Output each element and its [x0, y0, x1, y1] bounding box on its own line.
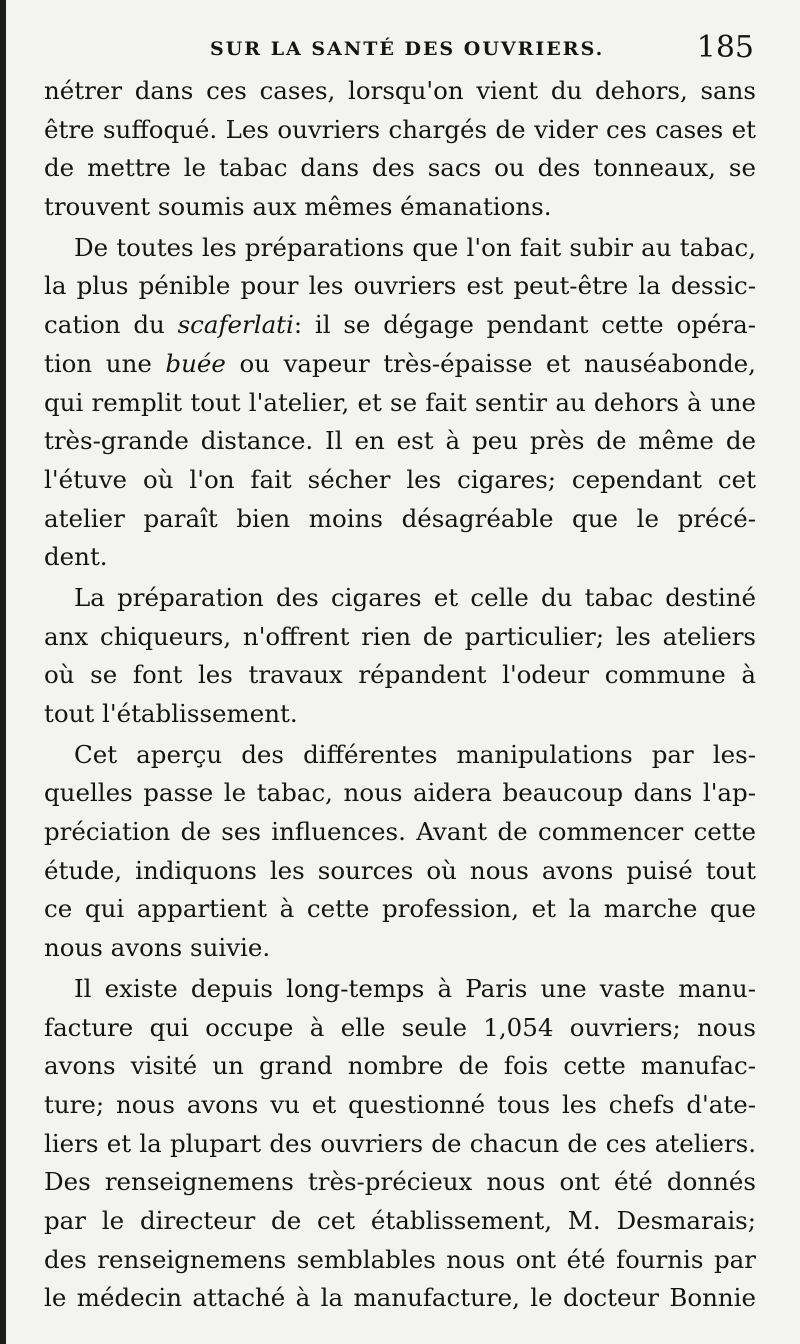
text-line: avons visité un grand nombre de fois cette manufac-	[44, 1051, 756, 1081]
text-segment: cation du	[44, 310, 165, 340]
text-segment: tion une	[44, 348, 152, 378]
page-header	[40, 28, 760, 72]
text-line-with-italic	[44, 306, 756, 345]
text-line: qui remplit tout l'atelier, et se fait sentir au dehors à une	[44, 387, 756, 417]
text-line: l'étuve où l'on fait sécher les cigares; cependant cet	[44, 464, 756, 494]
page-edge-shadow	[0, 0, 6, 1344]
text-segment: : il se dégage pendant cette opéra-	[293, 310, 756, 340]
text-line: anx chiqueurs, n'offrent rien de particulier; les ateliers	[44, 621, 756, 651]
text-segment: ou vapeur très-épaisse et nauséabonde,	[239, 348, 756, 378]
italic-term: scaferlati	[177, 310, 294, 340]
text-line: liers et la plupart des ouvriers de chacun de ces ateliers.	[44, 1128, 756, 1158]
body-text	[44, 72, 756, 1318]
text-line: trouvent soumis aux mêmes émanations.	[44, 192, 552, 222]
text-line: dent.	[44, 542, 108, 572]
text-line: des renseignemens semblables nous ont été fournis par	[44, 1244, 756, 1274]
paragraph-first-line: Cet aperçu des différentes manipulations par les-	[74, 739, 756, 769]
paragraph-first-line: La préparation des cigares et celle du tabac destiné	[74, 582, 756, 612]
text-line: tout l'établissement.	[44, 699, 298, 728]
text-line: préciation de ses influences. Avant de commencer cette	[44, 817, 756, 847]
text-line: la plus pénible pour les ouvriers est peut-être la dessic-	[44, 271, 756, 301]
text-line: nous avons suivie.	[44, 933, 271, 963]
text-line: le médecin attaché à la manufacture, le docteur Bonnie	[44, 1283, 756, 1313]
text-line: de mettre le tabac dans des sacs ou des tonneaux, se	[44, 153, 756, 183]
text-line: très-grande distance. Il en est à peu près de même de	[44, 426, 756, 456]
page-number: 185	[696, 30, 754, 65]
text-line: quelles passe le tabac, nous aidera beaucoup dans l'ap-	[44, 778, 756, 808]
text-line: être suffoqué. Les ouvriers chargés de vider ces cases et	[44, 114, 756, 144]
text-line: ture; nous avons vu et questionné tous les chefs d'ate-	[44, 1089, 756, 1119]
text-line-with-italic	[44, 345, 756, 384]
italic-term: buée	[165, 348, 226, 378]
text-line: ce qui appartient à cette profession, et la marche que	[44, 894, 756, 924]
text-line: nétrer dans ces cases, lorsqu'on vient du dehors, sans	[44, 76, 756, 105]
paragraph-first-line: De toutes les préparations que l'on fait subir au tabac,	[74, 232, 756, 262]
text-line: Des renseignemens très-précieux nous ont été donnés	[44, 1167, 756, 1197]
running-title: SUR LA SANTÉ DES OUVRIERS.	[210, 38, 605, 60]
text-line: étude, indiquons les sources où nous avons puisé tout	[44, 855, 756, 885]
text-line: où se font les travaux répandent l'odeur commune à	[44, 660, 756, 690]
paragraph-first-line: Il existe depuis long-temps à Paris une vaste manu-	[74, 973, 756, 1003]
text-line: par le directeur de cet établissement, M. Desmarais;	[44, 1205, 756, 1235]
text-line: facture qui occupe à elle seule 1,054 ouvriers; nous	[44, 1012, 756, 1042]
text-line: atelier paraît bien moins désagréable que le précé-	[44, 503, 756, 533]
